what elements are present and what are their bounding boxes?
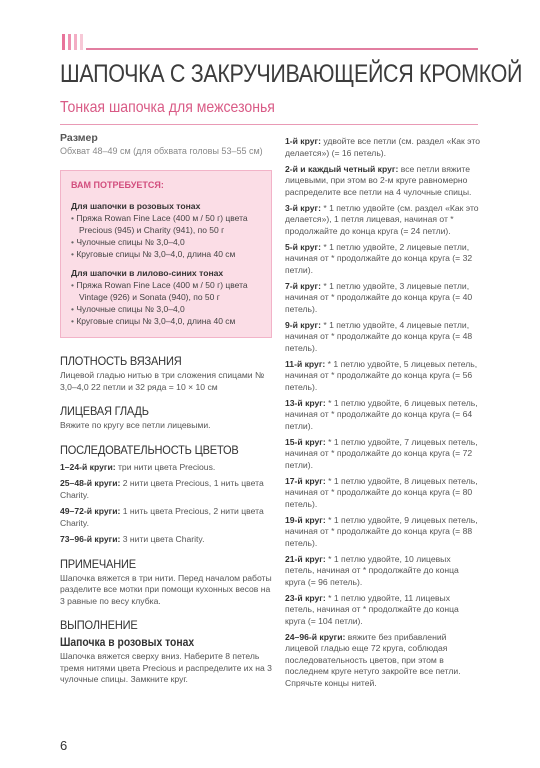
- color-sequence-heading: ПОСЛЕДОВАТЕЛЬНОСТЬ ЦВЕТОВ: [60, 442, 239, 457]
- gauge-heading: ПЛОТНОСТЬ ВЯЗАНИЯ: [60, 354, 182, 368]
- round-instruction: 2-й и каждый четный круг: все петли вяжите лицевыми, при этом во 2-м круге равномерно распределите все петли на 4 чулочные спицы.: [285, 163, 472, 197]
- note-heading: ПРИМЕЧАНИЕ: [60, 556, 136, 571]
- page-number: 6: [60, 738, 68, 753]
- color-sequence-item: 73–96-й круги: 3 нити цвета Charity.: [60, 534, 205, 544]
- materials-list: [71, 212, 261, 260]
- round-instruction: 23-й круг: * 1 петлю удвойте, 11 лицевых петель, начиная от * продолжайте до конца круга (= 104 петли).: [285, 592, 459, 626]
- right-column: [285, 136, 480, 694]
- round-instruction: 1-й круг: удвойте все петли (см. раздел «Как это делается») (= 16 петель).: [285, 136, 480, 158]
- round-instruction: 11-й круг: * 1 петлю удвойте, 5 лицевых петель, начиная от * продолжайте до конца круга (= 56 петель).: [285, 358, 478, 392]
- page-subtitle: Тонкая шапочка для межсезонья: [60, 99, 275, 116]
- round-instruction: 17-й круг: * 1 петлю удвойте, 8 лицевых петель, начиная от * продолжайте до конца круга (= 80 петель).: [285, 475, 478, 509]
- materials-item: • Чулочные спицы № 3,0–4,0: [71, 236, 261, 248]
- gauge-text: Лицевой гладью нитью в три сложения спицами № 3,0–4,0 22 петли и 32 ряда = 10 × 10 см: [60, 370, 265, 392]
- color-sequence-item: 25–48-й круги: 2 нити цвета Precious, 1 нить цвета Charity.: [60, 478, 264, 500]
- color-sequence-item: 1–24-й круги: три нити цвета Precious.: [60, 461, 216, 472]
- size-value: Обхват 48–49 см (для обхвата головы 53–55 см): [60, 146, 263, 156]
- materials-heading: ВАМ ПОТРЕБУЕТСЯ:: [71, 180, 164, 190]
- materials-group-title: Для шапочки в розовых тонах: [71, 201, 201, 211]
- header-rule: [86, 48, 478, 50]
- materials-item: • Чулочные спицы № 3,0–4,0: [71, 303, 261, 315]
- materials-list: [71, 279, 261, 327]
- materials-item: • Пряжа Rowan Fine Lace (400 м / 50 г) цвета Precious (945) и Charity (941), по 50 г: [71, 212, 261, 236]
- execution-subheading: Шапочка в розовых тонах: [60, 637, 195, 649]
- round-instruction: 13-й круг: * 1 петлю удвойте, 6 лицевых петель, начиная от * продолжайте до конца круга (= 64 петли).: [285, 397, 478, 431]
- materials-item: • Пряжа Rowan Fine Lace (400 м / 50 г) цвета Vintage (926) и Sonata (940), по 50 г: [71, 279, 261, 303]
- round-instruction: 9-й круг: * 1 петлю удвойте, 4 лицевые петли, начиная от * продолжайте до конца круга (= 48 петель).: [285, 319, 473, 353]
- page-title: ШАПОЧКА С ЗАКРУЧИВАЮЩЕЙСЯ КРОМКОЙ: [60, 60, 523, 88]
- round-instruction: 5-й круг: * 1 петлю удвойте, 2 лицевые петли, начиная от * продолжайте до конца круга (= 32 петли).: [285, 241, 473, 275]
- color-sequence-item: 49–72-й круги: 1 нить цвета Precious, 2 нити цвета Charity.: [60, 506, 264, 528]
- left-column: [60, 132, 272, 686]
- round-instruction: 3-й круг: * 1 петлю удвойте (см. раздел «Как это делается»), 1 петля лицевая, начиная от * продолжайте до конца круга (= 24 петли).: [285, 202, 479, 236]
- stockinette-heading: ЛИЦЕВАЯ ГЛАДЬ: [60, 404, 149, 418]
- execution-heading: ВЫПОЛНЕНИЕ: [60, 618, 138, 632]
- round-instruction: 7-й круг: * 1 петлю удвойте, 3 лицевые петли, начиная от * продолжайте до конца круга (= 40 петель).: [285, 280, 473, 314]
- materials-box: [60, 170, 272, 338]
- stockinette-text: Вяжите по кругу все петли лицевыми.: [60, 420, 211, 430]
- size-label: Размер: [60, 132, 98, 144]
- header-decor-marks: [62, 34, 83, 50]
- materials-item: • Круговые спицы № 3,0–4,0, длина 40 см: [71, 315, 261, 327]
- round-instruction: 19-й круг: * 1 петлю удвойте, 9 лицевых петель, начиная от * продолжайте до конца круга (= 88 петель).: [285, 514, 478, 548]
- materials-group-title: Для шапочки в лилово-синих тонах: [71, 268, 224, 278]
- note-text: Шапочка вяжется в три нити. Перед началом работы разделите все мотки при помощи кухонных весов на 3 равные по весу клубка.: [60, 572, 272, 606]
- round-instruction: 24–96-й круги: вяжите без прибавлений лицевой гладью еще 72 круга, соблюдая последовательность цветов, при этом в последнем круге нетуго закройте все петли. Спрячьте концы нитей.: [285, 631, 461, 688]
- materials-item: • Круговые спицы № 3,0–4,0, длина 40 см: [71, 248, 261, 260]
- round-instruction: 15-й круг: * 1 петлю удвойте, 7 лицевых петель, начиная от * продолжайте до конца круга (= 72 петли).: [285, 436, 478, 470]
- execution-text: Шапочка вяжется сверху вниз. Наберите 8 петель тремя нитями цвета Precious и распределите их на 3 чулочные спицы. Замкните круг.: [60, 651, 272, 684]
- title-divider: [60, 124, 478, 125]
- round-instruction: 21-й круг: * 1 петлю удвойте, 10 лицевых петель, начиная от * продолжайте до конца круга (= 96 петель).: [285, 553, 459, 587]
